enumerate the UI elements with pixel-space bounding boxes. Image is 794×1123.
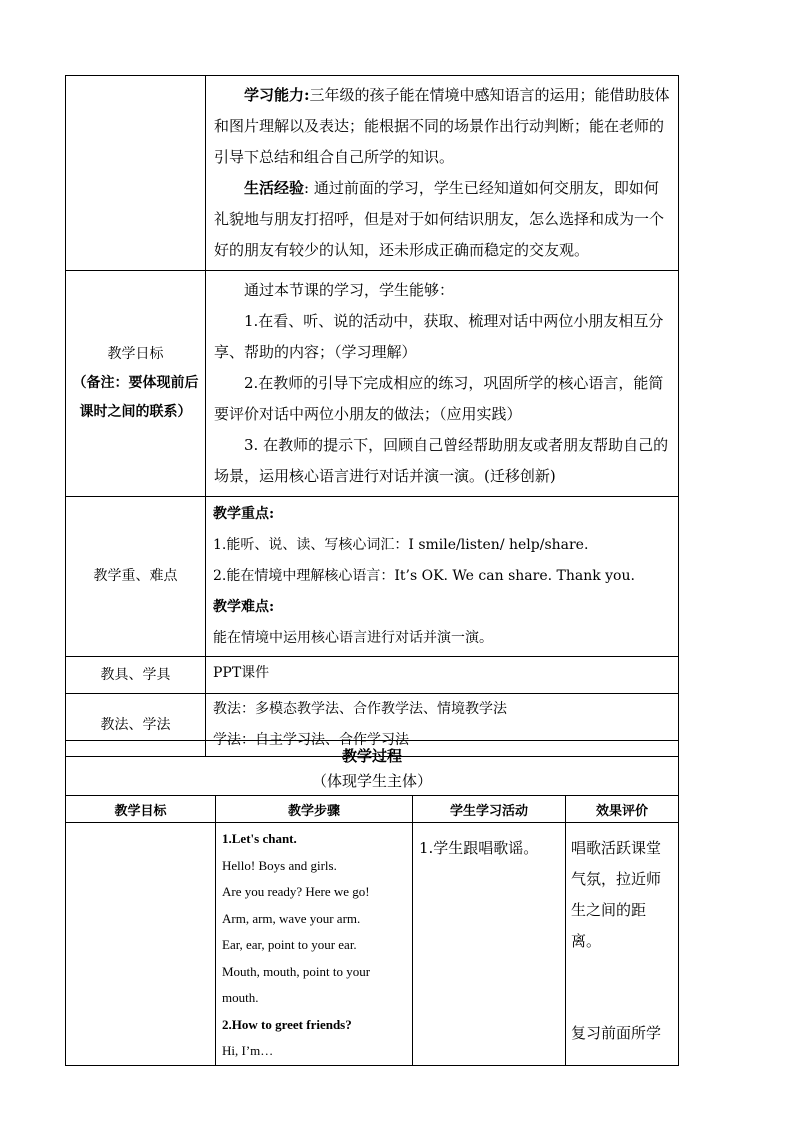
key-points-row — [66, 497, 679, 657]
ability-label: 学习能力: — [244, 86, 310, 104]
key-points-title: 教学重点: — [213, 506, 275, 522]
process-title-row — [66, 741, 679, 796]
difficult-point-1: 能在情境中运用核心语言进行对话并演一演。 — [213, 630, 493, 646]
step-line: Arm, arm, wave your arm. — [222, 910, 361, 926]
life-text: : 通过前面的学习，学生已经知道如何交朋友，即如何礼貌地与朋友打招呼，但是对于如何结识朋友，怎么选择和成为一个好的朋友有较少的认知，还未形成正确而稳定的交友观。 — [214, 179, 665, 259]
activity-cell — [413, 823, 566, 1066]
learner-analysis-row — [66, 76, 679, 271]
key-points-label-cell — [66, 497, 206, 657]
objective-3: 3. 在教师的提示下，回顾自己曾经帮助朋友或者朋友帮助自己的场景，运用核心语言进行对话并演一演。(迁移创新) — [214, 436, 669, 485]
learning-method: 学法：自主学习法、合作学习法 — [213, 732, 409, 748]
process-body-row — [66, 823, 679, 1066]
student-activity: 1.学生跟唱歌谣。 — [419, 839, 539, 857]
methods-label: 教法、学法 — [100, 716, 171, 733]
objective-cell — [66, 823, 216, 1066]
objectives-row — [66, 271, 679, 497]
lesson-info-table — [65, 75, 679, 757]
materials-label: 教具、学具 — [100, 666, 171, 683]
teaching-method: 教法：多模态教学法、合作教学法、情境教学法 — [213, 701, 507, 717]
objectives-label-cell — [66, 271, 206, 497]
key-point-1: 1.能听、说、读、写核心词汇：I smile/listen/ help/share. — [213, 537, 589, 553]
step-line: Hello! Boys and girls. — [222, 857, 337, 873]
evaluation-cell — [566, 823, 679, 1066]
header-objective: 教学目标 — [66, 796, 216, 823]
key-point-2: 2.能在情境中理解核心语言：It’s OK. We can share. Thank you. — [213, 568, 635, 584]
objectives-cell — [206, 271, 679, 497]
objectives-label: 教学日标 — [107, 346, 164, 362]
objective-1: 1.在看、听、说的活动中，获取、梳理对话中两位小朋友相互分享、帮助的内容；（学习理解） — [214, 312, 664, 361]
step-line: Mouth, mouth, point to your — [222, 963, 371, 979]
learner-analysis-cell — [206, 76, 679, 271]
header-steps: 教学步骤 — [216, 796, 413, 823]
header-evaluation: 效果评价 — [566, 796, 679, 823]
step-line: Ear, ear, point to your ear. — [222, 937, 357, 952]
teaching-process-table — [65, 740, 679, 1066]
process-header-row — [66, 796, 679, 823]
process-subtitle: （体现学生主体） — [312, 772, 433, 790]
step-line: Hi, I’m… — [222, 1043, 274, 1058]
evaluation-2: 复习前面所学 — [571, 1024, 662, 1042]
life-label: 生活经验 — [244, 179, 305, 197]
empty-label-cell — [66, 76, 206, 271]
process-title: 教学过程 — [342, 747, 403, 765]
objectives-intro: 通过本节课的学习，学生能够： — [244, 281, 455, 299]
step-line: Are you ready? Here we go! — [222, 884, 370, 899]
objectives-note: （备注：要体现前后课时之间的联系） — [72, 375, 199, 420]
process-title-cell — [66, 741, 679, 796]
materials-label-cell — [66, 657, 206, 694]
difficult-points-title: 教学难点: — [213, 599, 275, 615]
steps-cell — [216, 823, 413, 1066]
key-points-label: 教学重、难点 — [93, 568, 178, 584]
life-paragraph — [214, 173, 672, 266]
objective-2: 2.在教师的引导下完成相应的练习，巩固所学的核心语言，能简要评价对话中两位小朋友的做法；（应用实践） — [214, 374, 664, 423]
step-line: mouth. — [222, 990, 259, 1005]
materials-value: PPT课件 — [213, 665, 270, 681]
ability-text: 三年级的孩子能在情境中感知语言的运用；能借助肢体和图片理解以及表达；能根据不同的场景作出行动判断；能在老师的引导下总结和组合自己所学的知识。 — [214, 86, 670, 166]
ability-paragraph — [214, 80, 672, 173]
step-line: 1.Let's chant. — [222, 831, 297, 846]
materials-row — [66, 657, 679, 694]
evaluation-1: 唱歌活跃课堂气氛，拉近师生之间的距离。 — [571, 839, 662, 950]
materials-cell — [206, 657, 679, 694]
step-line: 2.How to greet friends? — [222, 1016, 352, 1032]
key-points-cell — [206, 497, 679, 657]
header-activity: 学生学习活动 — [413, 796, 566, 823]
